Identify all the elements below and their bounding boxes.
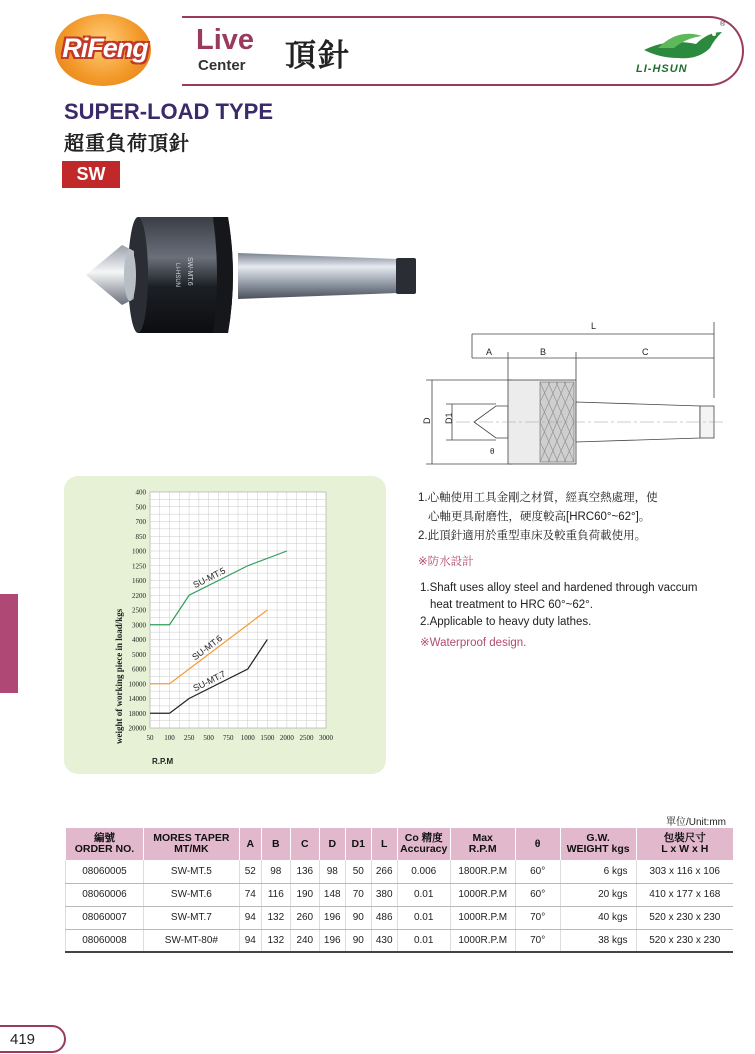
table-cell: 38 kgs xyxy=(560,929,636,952)
dim-label-C: C xyxy=(642,347,649,357)
table-cell: 70 xyxy=(345,883,371,906)
table-cell: 08060005 xyxy=(66,860,144,883)
table-cell: 303 x 116 x 106 xyxy=(636,860,733,883)
table-cell: 0.01 xyxy=(397,883,450,906)
table-cell: 486 xyxy=(371,906,397,929)
table-cell: 60° xyxy=(515,883,560,906)
table-cell: 60° xyxy=(515,860,560,883)
table-row xyxy=(66,883,734,906)
product-type-title-cn: 超重負荷頂針 xyxy=(64,133,190,155)
spec-table xyxy=(65,828,733,953)
waterproof-note-cn: ※防水設計 xyxy=(418,556,474,568)
dim-label-L: L xyxy=(591,321,597,331)
chart-y-tick-label: 3000 xyxy=(132,621,146,630)
feature-cn-1b: 心軸更具耐磨性，硬度較高[HRC60°~62°]。 xyxy=(428,511,651,523)
chart-y-tick-label: 700 xyxy=(135,518,146,526)
table-cell: 1800R.P.M xyxy=(450,860,515,883)
chart-y-tick-label: 6000 xyxy=(132,665,146,674)
col-theta: θ xyxy=(515,828,560,860)
chart-x-tick-label: 50 xyxy=(146,734,154,742)
chart-x-tick-label: 250 xyxy=(183,734,195,742)
table-cell: SW-MT.5 xyxy=(143,860,239,883)
table-cell: 74 xyxy=(239,883,261,906)
col-b: B xyxy=(261,828,290,860)
dim-label-D1: D1 xyxy=(444,412,454,424)
dim-label-A: A xyxy=(486,347,493,357)
rifeng-logo-text: RiFeng xyxy=(62,33,148,63)
table-cell: SW-MT-80# xyxy=(143,929,239,952)
dim-label-B: B xyxy=(540,347,547,357)
chart-y-tick-label: 5000 xyxy=(132,650,146,659)
col-d: D xyxy=(319,828,345,860)
unit-label: 單位/Unit:mm xyxy=(666,817,726,828)
chart-y-tick-label: 2500 xyxy=(132,606,146,615)
table-row xyxy=(66,929,734,952)
table-cell: 70° xyxy=(515,906,560,929)
feature-cn-2: 2.此頂針適用於重型車床及較重負荷載使用。 xyxy=(418,530,647,542)
table-cell: 380 xyxy=(371,883,397,906)
table-cell: 136 xyxy=(290,860,319,883)
chart-y-tick-label: 2200 xyxy=(132,591,146,600)
svg-text:LI-HSUN: LI-HSUN xyxy=(174,263,180,288)
table-cell: 260 xyxy=(290,906,319,929)
chart-y-axis-label: weight of working piece in load/kgs xyxy=(114,608,124,744)
chart-y-tick-label: 4000 xyxy=(132,636,146,644)
col-a: A xyxy=(239,828,261,860)
chart-y-tick-label: 10000 xyxy=(128,680,146,689)
side-section-tab xyxy=(0,594,18,693)
table-cell: 196 xyxy=(319,906,345,929)
col-weight: G.W. WEIGHT kgs xyxy=(560,828,636,860)
table-cell: SW-MT.7 xyxy=(143,906,239,929)
col-c: C xyxy=(290,828,319,860)
chart-x-tick-label: 1000 xyxy=(240,734,255,742)
table-row xyxy=(66,906,734,929)
dim-label-theta: θ xyxy=(490,447,495,456)
chart-y-tick-label: 500 xyxy=(135,503,146,512)
chart-series-label: SU-MT.7 xyxy=(191,668,228,694)
table-cell: 08060007 xyxy=(66,906,144,929)
table-cell: 40 kgs xyxy=(560,906,636,929)
table-cell: 0.01 xyxy=(397,906,450,929)
col-accuracy: Co 精度 Accuracy xyxy=(397,828,450,860)
table-cell: 240 xyxy=(290,929,319,952)
table-row xyxy=(66,860,734,883)
table-cell: 90 xyxy=(345,906,371,929)
chart-x-axis-label: R.P.M xyxy=(152,757,174,766)
col-max-rpm: Max R.P.M xyxy=(450,828,515,860)
table-cell: 520 x 230 x 230 xyxy=(636,929,733,952)
chart-y-tick-label: 850 xyxy=(135,532,146,541)
chart-x-tick-label: 2500 xyxy=(299,734,314,742)
table-cell: 98 xyxy=(319,860,345,883)
feature-en-2: 2.Applicable to heavy duty lathes. xyxy=(420,616,592,628)
waterproof-note-en: ※Waterproof design. xyxy=(420,637,527,649)
table-cell: 430 xyxy=(371,929,397,952)
table-cell: 6 kgs xyxy=(560,860,636,883)
table-cell: 196 xyxy=(319,929,345,952)
product-type-title: SUPER-LOAD TYPE xyxy=(64,99,274,124)
chart-series-label: SU-MT.5 xyxy=(191,565,228,591)
load-rpm-chart xyxy=(64,476,386,774)
table-cell: 70° xyxy=(515,929,560,952)
col-d1: D1 xyxy=(345,828,371,860)
table-cell: 90 xyxy=(345,929,371,952)
chart-x-tick-label: 100 xyxy=(164,734,175,742)
chart-x-tick-label: 1500 xyxy=(260,734,275,742)
dimension-drawing xyxy=(416,318,734,468)
chart-y-tick-label: 1000 xyxy=(132,547,146,556)
table-cell: 1000R.P.M xyxy=(450,883,515,906)
table-cell: 132 xyxy=(261,906,290,929)
chart-y-tick-label: 18000 xyxy=(128,709,146,718)
table-cell: 266 xyxy=(371,860,397,883)
chart-y-tick-label: 20000 xyxy=(128,724,146,733)
chart-series-label: SU-MT.6 xyxy=(190,633,225,663)
chart-y-tick-label: 400 xyxy=(135,488,146,497)
chart-y-tick-label: 1250 xyxy=(132,562,146,571)
feature-en-1: 1.Shaft uses alloy steel and hardened through vaccum xyxy=(420,582,698,594)
svg-text:SW-MT.6: SW-MT.6 xyxy=(186,257,193,286)
header-subtitle-en: Center xyxy=(198,57,246,74)
chart-y-tick-label: 1600 xyxy=(132,577,146,585)
table-cell: 08060006 xyxy=(66,883,144,906)
table-cell: 116 xyxy=(261,883,290,906)
table-cell: 98 xyxy=(261,860,290,883)
table-cell: 148 xyxy=(319,883,345,906)
header-title-en: Live xyxy=(196,24,255,56)
series-badge: SW xyxy=(62,161,120,188)
col-taper: MORES TAPER MT/MK xyxy=(143,828,239,860)
table-cell: 0.01 xyxy=(397,929,450,952)
table-cell: 1000R.P.M xyxy=(450,906,515,929)
table-cell: 132 xyxy=(261,929,290,952)
table-cell: 94 xyxy=(239,906,261,929)
table-cell: 94 xyxy=(239,929,261,952)
feature-cn-1: 1.心軸使用工具金剛之材質，經真空熱處理，使 xyxy=(418,492,658,504)
table-cell: 410 x 177 x 168 xyxy=(636,883,733,906)
col-package: 包裝尺寸 L x W x H xyxy=(636,828,733,860)
feature-en-1b: heat treatment to HRC 60°~62°. xyxy=(430,599,593,611)
chart-x-tick-label: 2000 xyxy=(279,734,294,742)
table-cell: SW-MT.6 xyxy=(143,883,239,906)
table-cell: 50 xyxy=(345,860,371,883)
lihsun-brand-text: LI-HSUN xyxy=(636,63,688,75)
chart-x-tick-label: 750 xyxy=(222,734,234,742)
col-l: L xyxy=(371,828,397,860)
col-order-no: 編號 ORDER NO. xyxy=(66,828,144,860)
live-center-photo xyxy=(78,205,423,345)
table-cell: 08060008 xyxy=(66,929,144,952)
svg-text:®: ® xyxy=(720,21,726,28)
table-cell: 20 kgs xyxy=(560,883,636,906)
table-cell: 520 x 230 x 230 xyxy=(636,906,733,929)
table-cell: 190 xyxy=(290,883,319,906)
table-header-row xyxy=(66,828,734,860)
header-title-cn: 頂針 xyxy=(285,38,351,73)
table-cell: 1000R.P.M xyxy=(450,929,515,952)
table-cell: 52 xyxy=(239,860,261,883)
chart-y-tick-label: 14000 xyxy=(128,695,146,703)
table-cell: 0.006 xyxy=(397,860,450,883)
chart-x-tick-label: 500 xyxy=(203,734,214,742)
chart-x-tick-label: 3000 xyxy=(319,734,333,742)
page-number: 419 xyxy=(10,1031,36,1048)
dim-label-D: D xyxy=(422,417,432,424)
